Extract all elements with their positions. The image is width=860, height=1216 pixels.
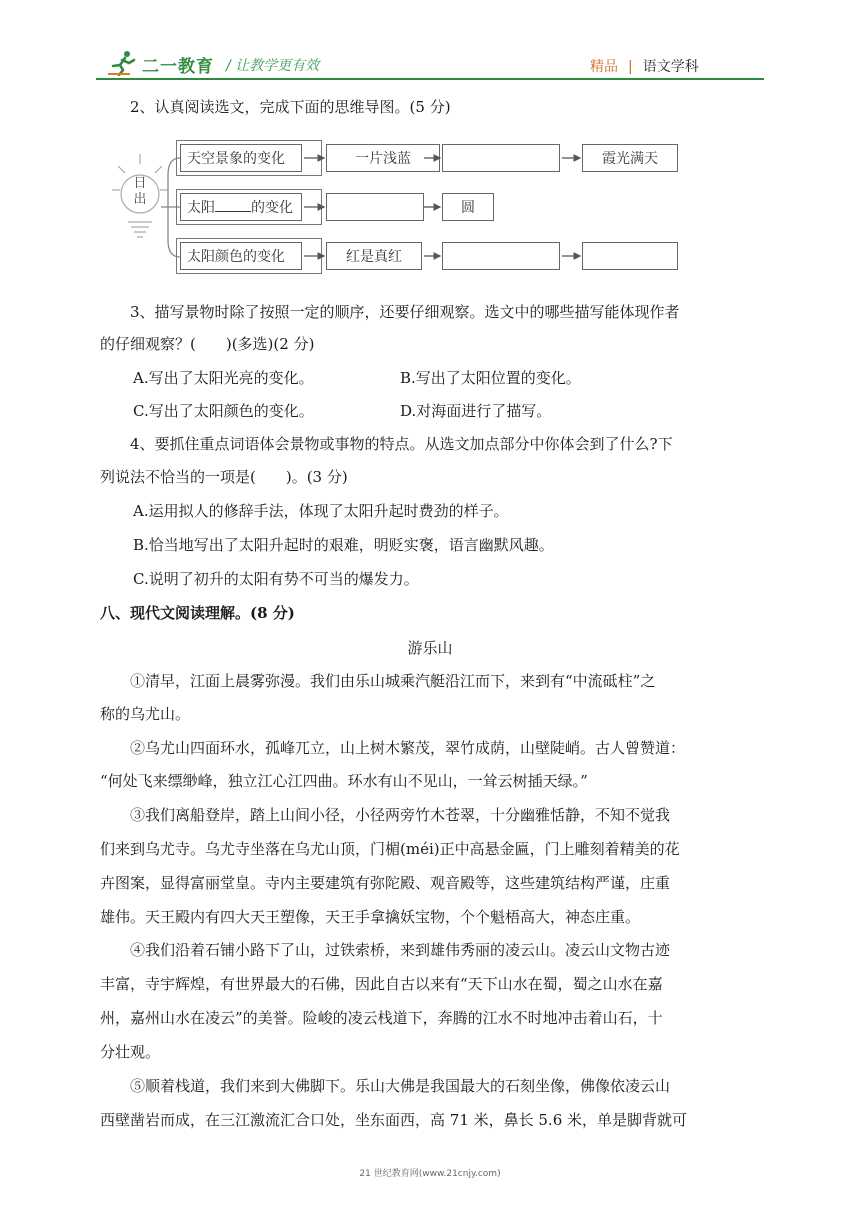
row1-step3: 霞光满天 bbox=[582, 144, 678, 172]
paragraph-2-line1: ②乌尤山四面环水，孤峰兀立，山上树木繁茂，翠竹成荫，山壁陡峭。古人曾赞道： bbox=[130, 739, 686, 757]
row2-label-pre: 太阳 bbox=[187, 200, 215, 216]
question-3-line2: 的仔细观察？( )(多选)(2 分) bbox=[100, 335, 315, 353]
quality-label: 精品 bbox=[590, 59, 618, 75]
header-separator: | bbox=[628, 59, 633, 75]
row1-step2-blank[interactable] bbox=[442, 144, 560, 172]
question-4-option-a[interactable]: A.运用拟人的修辞手法，体现了太阳升起时费劲的样子。 bbox=[133, 502, 509, 520]
question-4-line2: 列说法不恰当的一项是( )。(3 分) bbox=[100, 468, 348, 486]
question-3-option-b[interactable]: B.写出了太阳位置的变化。 bbox=[400, 369, 581, 387]
row2-step2: 圆 bbox=[442, 193, 494, 221]
paragraph-4-line1: ④我们沿着石铺小路下了山，过铁索桥，来到雄伟秀丽的凌云山。凌云山文物古迹 bbox=[130, 941, 671, 959]
mind-map bbox=[110, 140, 770, 275]
question-4-option-c[interactable]: C.说明了初升的太阳有势不可当的爆发力。 bbox=[133, 570, 419, 588]
runner-logo-icon bbox=[108, 50, 136, 76]
brand-name: 二一教育 bbox=[142, 57, 214, 77]
header-rule bbox=[96, 78, 764, 80]
question-3-option-c[interactable]: C.写出了太阳颜色的变化。 bbox=[133, 402, 314, 420]
row3-step2-blank[interactable] bbox=[442, 242, 560, 270]
paragraph-1-line1: ①清早，江面上晨雾弥漫。我们由乐山城乘汽艇沿江而下，来到有“中流砥柱”之 bbox=[130, 672, 656, 690]
question-3-line1: 3、描写景物时除了按照一定的顺序，还要仔细观察。选文中的哪些描写能体现作者 bbox=[130, 303, 680, 321]
paragraph-3-line4: 雄伟。天王殿内有四大天王塑像，天王手拿擒妖宝物，个个魁梧高大，神态庄重。 bbox=[100, 908, 641, 926]
paragraph-4-line4: 分壮观。 bbox=[100, 1043, 161, 1061]
row2-label bbox=[180, 193, 302, 221]
section-8-heading: 八、现代文阅读理解。(8 分) bbox=[100, 604, 295, 622]
row2-label-blank[interactable] bbox=[215, 197, 251, 212]
subject-label: 语文学科 bbox=[642, 59, 699, 75]
page-footer: 21 世纪教育网(www.21cnjy.com) bbox=[359, 1169, 501, 1179]
question-3-option-d[interactable]: D.对海面进行了描写。 bbox=[400, 402, 552, 420]
brand-slogan: / 让教学更有效 bbox=[226, 58, 320, 74]
paragraph-5-line2: 西壁凿岩而成，在三江激流汇合口处，坐东面西，高 71 米，鼻长 5.6 米，单是脚背就可 bbox=[100, 1111, 688, 1129]
paragraph-4-line2: 丰富，寺宇辉煌，有世界最大的石佛，因此自古以来有“天下山水在蜀，蜀之山水在嘉 bbox=[100, 975, 663, 993]
row1-label: 天空景象的变化 bbox=[180, 144, 302, 172]
paragraph-4-line3: 州，嘉州山水在凌云”的美誉。险峻的凌云栈道下，奔腾的江水不时地冲击着山石，十 bbox=[100, 1009, 663, 1027]
row1-step1: 一片浅蓝 bbox=[326, 144, 440, 172]
paragraph-3-line1: ③我们离船登岸，踏上山间小径，小径两旁竹木苍翠，十分幽雅恬静，不知不觉我 bbox=[130, 806, 671, 824]
header-subject bbox=[590, 56, 699, 76]
center-char-2: 出 bbox=[133, 192, 147, 207]
row2-step1-blank[interactable] bbox=[326, 193, 424, 221]
row3-step1: 红是真红 bbox=[326, 242, 422, 270]
question-4-option-b[interactable]: B.恰当地写出了太阳升起时的艰难，明贬实褒，语言幽默风趣。 bbox=[133, 536, 554, 554]
row3-label: 太阳颜色的变化 bbox=[180, 242, 302, 270]
row3-step3-blank[interactable] bbox=[582, 242, 678, 270]
paragraph-3-line3: 卉图案，显得富丽堂皇。寺内主要建筑有弥陀殿、观音殿等，这些建筑结构严谨，庄重 bbox=[100, 874, 671, 892]
paragraph-2-line2: “何处飞来缥缈峰，独立江心江四曲。环水有山不见山，一耸云树插天绿。” bbox=[100, 772, 588, 790]
center-char-1: 日 bbox=[133, 176, 147, 191]
question-4-line1: 4、要抓住重点词语体会景物或事物的特点。从选文加点部分中你体会到了什么?下 bbox=[130, 435, 673, 453]
article-title: 游乐山 bbox=[407, 639, 453, 657]
row2-label-post: 的变化 bbox=[251, 200, 293, 216]
question-2: 2、认真阅读选文，完成下面的思维导图。(5 分) bbox=[130, 98, 451, 116]
mind-map-center bbox=[131, 176, 149, 208]
paragraph-1-line2: 称的乌尤山。 bbox=[100, 705, 191, 723]
question-3-option-a[interactable]: A.写出了太阳光亮的变化。 bbox=[133, 369, 314, 387]
paragraph-5-line1: ⑤顺着栈道，我们来到大佛脚下。乐山大佛是我国最大的石刻坐像，佛像依凌云山 bbox=[130, 1077, 671, 1095]
paragraph-3-line2: 们来到乌尤寺。乌尤寺坐落在乌尤山顶，门楣(méi)正中高悬金匾，门上雕刻着精美的花 bbox=[100, 840, 680, 858]
